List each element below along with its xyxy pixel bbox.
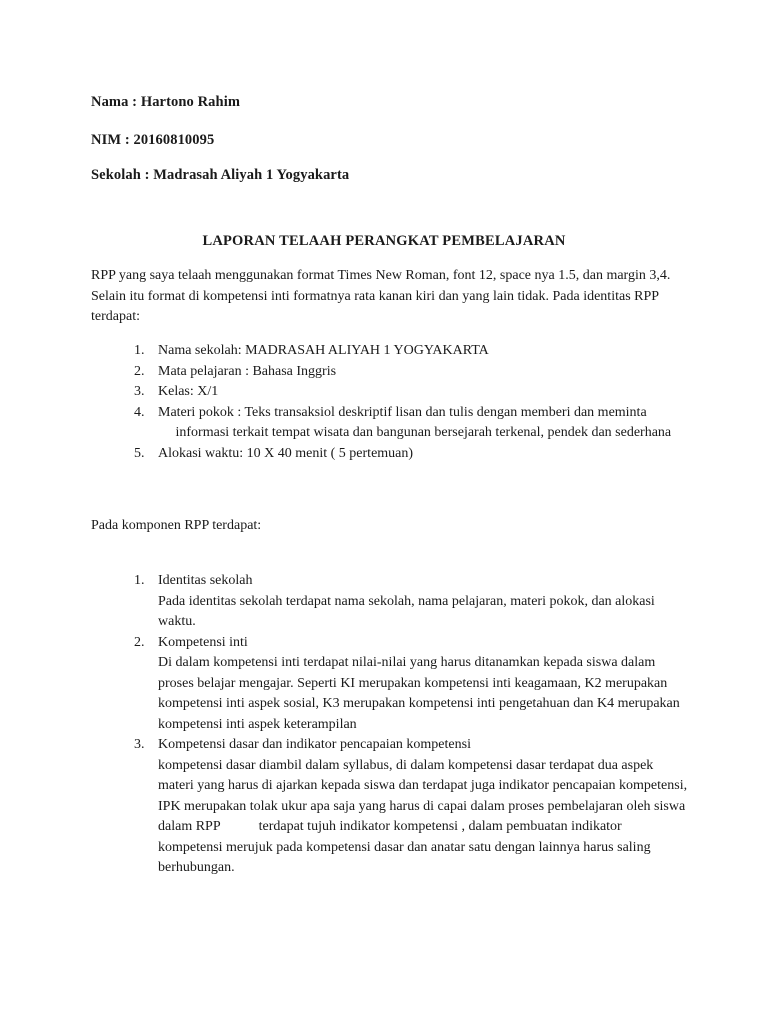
list-item-heading: Kompetensi inti [158, 634, 248, 650]
list-item-text: Nama sekolah: MADRASAH ALIYAH 1 YOGYAKARTA [158, 343, 489, 358]
list-item-text: Kelas: X/1 [158, 384, 219, 399]
list-number: 1. [134, 573, 145, 588]
list-item-heading: Kompetensi dasar dan indikator pencapaian kompetensi [158, 737, 471, 752]
intro-paragraph: RPP yang saya telaah menggunakan format Times New Roman, font 12, space nya 1.5, dan margin 3,4. Selain itu format di kompetensi inti formatnya rata kanan kiri dan yang lain tidak. Pada identitas RPP terdapat: [91, 268, 671, 324]
list-item-body: Pada identitas sekolah terdapat nama sekolah, nama pelajaran, materi pokok, dan alokasi waktu. [158, 593, 655, 629]
list-number: 3. [134, 737, 145, 752]
list-item-text: Alokasi waktu: 10 X 40 menit ( 5 pertemuan) [158, 445, 414, 461]
komponen-intro: Pada komponen RPP terdapat: [91, 518, 262, 533]
list-number: 3. [134, 384, 145, 399]
school-name: Sekolah : Madrasah Aliyah 1 Yogyakarta [91, 167, 350, 183]
student-name: Nama : Hartono Rahim [91, 94, 241, 110]
list-item-text: Mata pelajaran : Bahasa Inggris [158, 363, 337, 379]
list-item-text: Materi pokok : Teks transaksiol deskriptif lisan dan tulis dengan memberi dan meminta informasi terkait tempat wisata dan bangunan bersejarah terkenal, pendek dan sederhana [158, 404, 672, 440]
list-number: 2. [134, 363, 145, 379]
report-title: LAPORAN TELAAH PERANGKAT PEMBELAJARAN [202, 233, 566, 249]
list-item-body: Di dalam kompetensi inti terdapat nilai-nilai yang harus ditanamkan kepada siswa dalam proses belajar mengajar. Seperti KI merupakan kompetensi inti keagamaan, K2 merupakan kompetensi inti aspek sosial, K3 merupakan kompetensi inti pengetahuan dan K4 merupakan kompetensi inti aspek keterampilan [158, 655, 680, 732]
identitas-list [0, 341, 768, 464]
list-item-heading: Identitas sekolah [158, 573, 253, 588]
list-item [0, 382, 768, 403]
list-item [0, 341, 768, 362]
list-item [0, 403, 768, 444]
list-item-body: kompetensi dasar diambil dalam syllabus, di dalam kompetensi dasar terdapat dua aspek materi yang harus di ajarkan kepada siswa dan terdapat juga indikator pencapaian kompetensi, IPK merupakan tolak ukur apa saja yang harus di capai dalam proses pembelajaran oleh siswa dalam RPP terdapat tujuh indikator kompetensi , dalam pembuatan indikator kompetensi merujuk pada kompetensi dasar dan anatar satu dengan lainnya harus saling berhubungan. [158, 757, 688, 875]
komponen-list [0, 571, 768, 879]
list-number: 4. [134, 404, 145, 420]
list-number: 1. [134, 343, 145, 358]
list-item [0, 633, 768, 736]
list-number: 2. [134, 634, 145, 650]
list-item [0, 444, 768, 465]
student-nim: NIM : 20160810095 [91, 132, 215, 148]
list-item [0, 735, 768, 879]
list-number: 5. [134, 445, 145, 461]
list-item [0, 571, 768, 633]
list-item [0, 362, 768, 383]
